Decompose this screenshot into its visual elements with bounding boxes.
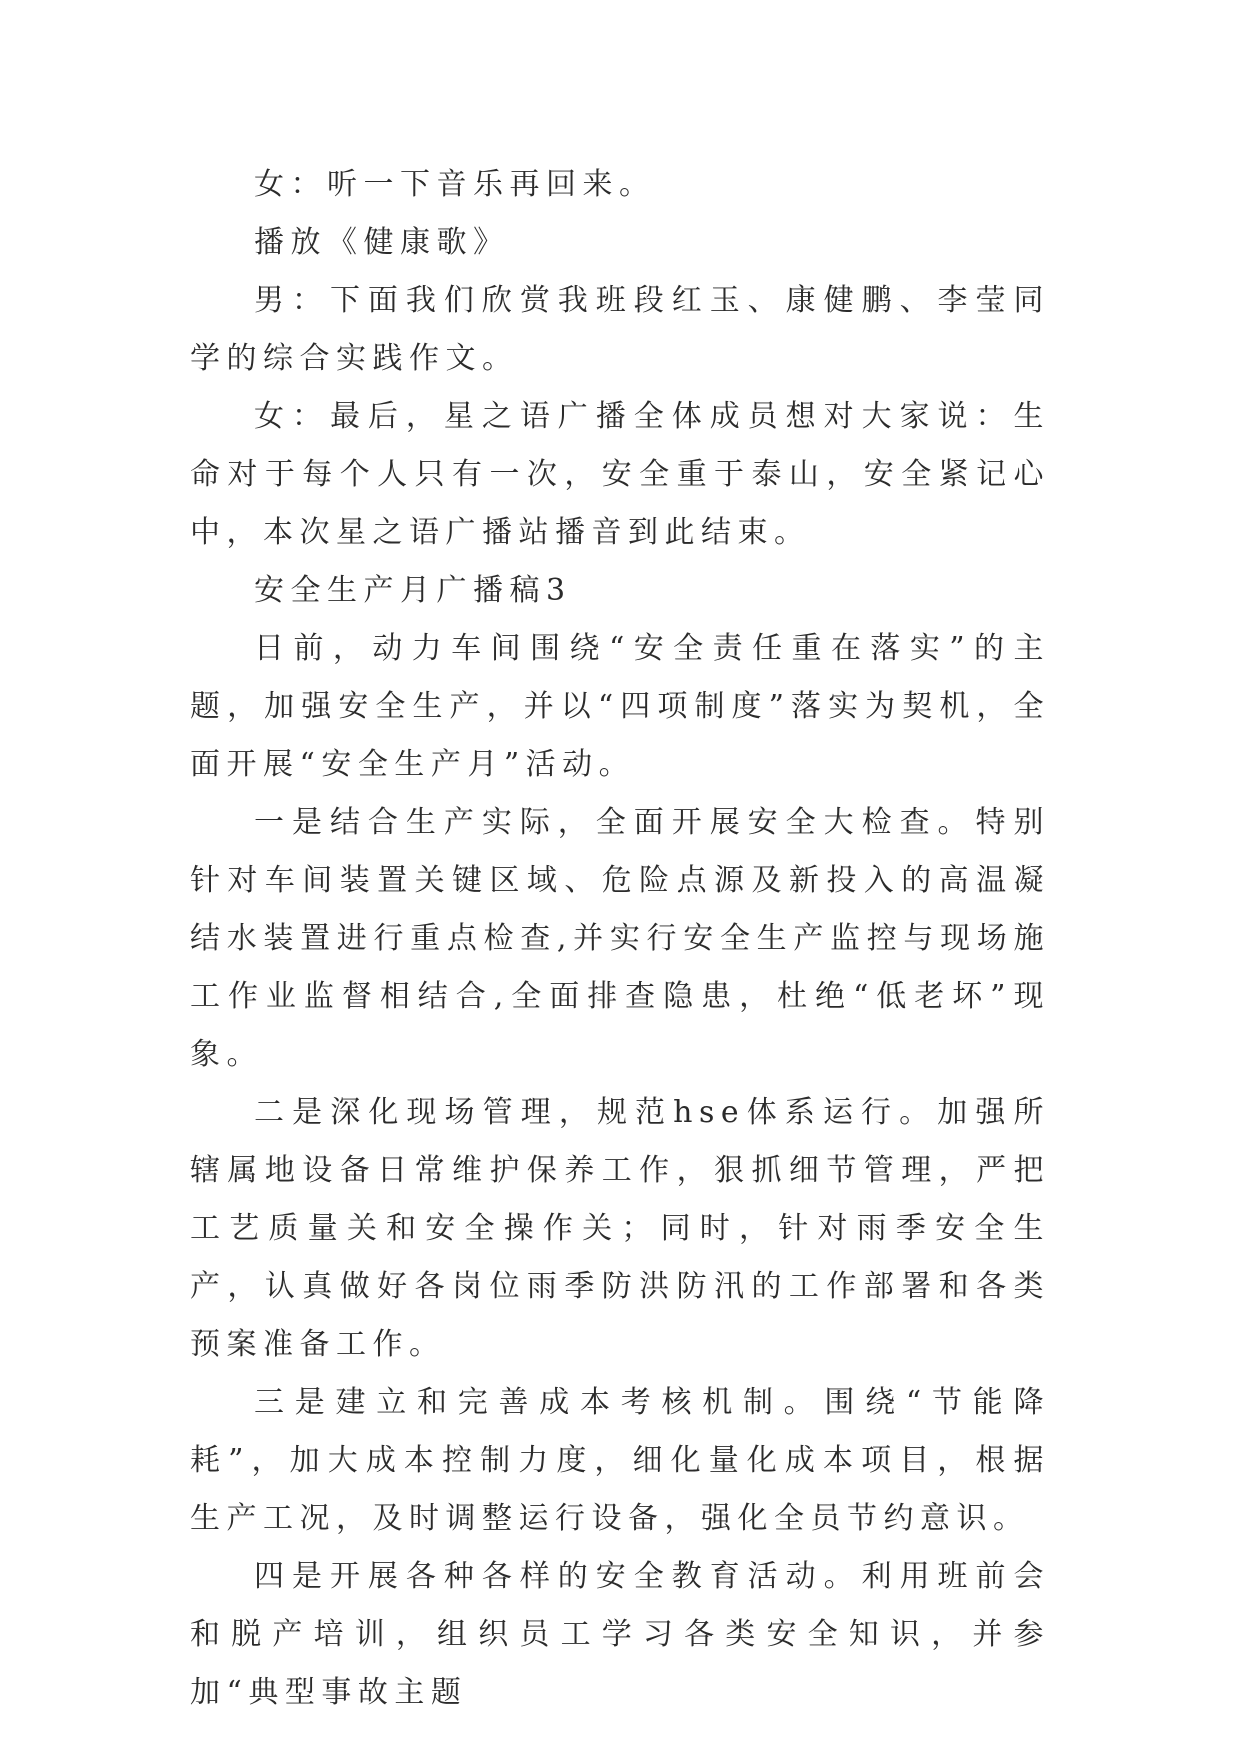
paragraph-play-song: 播放《健康歌》 [254,225,510,260]
document-body [190,156,1050,1722]
paragraph-dialogue-female-closing: 女：最后，星之语广播全体成员想对大家说：生命对于每个人只有一次，安全重于泰山，安全紧记心中，本次星之语广播站播音到此结束。 [190,399,1050,550]
paragraph-point-two: 二是深化现场管理，规范hse体系运行。加强所辖属地设备日常维护保养工作，狠抓细节管理，严把工艺质量关和安全操作关；同时，针对雨季安全生产，认真做好各岗位雨季防洪防汛的工作部署和各类预案准备工作。 [190,1095,1050,1362]
paragraph-intro: 日前，动力车间围绕“安全责任重在落实”的主题，加强安全生产，并以“四项制度”落实为契机，全面开展“安全生产月”活动。 [190,631,1050,782]
paragraph-dialogue-female-music: 女：听一下音乐再回来。 [254,167,656,202]
section-heading: 安全生产月广播稿3 [254,573,572,608]
paragraph-point-one: 一是结合生产实际，全面开展安全大检查。特别针对车间装置关键区域、危险点源及新投入的高温凝结水装置进行重点检查,并实行安全生产监控与现场施工作业监督相结合,全面排查隐患，杜绝“低老坏”现象。 [190,805,1050,1072]
paragraph-point-three: 三是建立和完善成本考核机制。围绕“节能降耗”，加大成本控制力度，细化量化成本项目，根据生产工况，及时调整运行设备，强化全员节约意识。 [190,1385,1050,1536]
paragraph-dialogue-male-essay: 男：下面我们欣赏我班段红玉、康健鹏、李莹同学的综合实践作文。 [190,283,1050,376]
paragraph-point-four: 四是开展各种各样的安全教育活动。利用班前会和脱产培训，组织员工学习各类安全知识，并参加“典型事故主题 [190,1559,1050,1710]
